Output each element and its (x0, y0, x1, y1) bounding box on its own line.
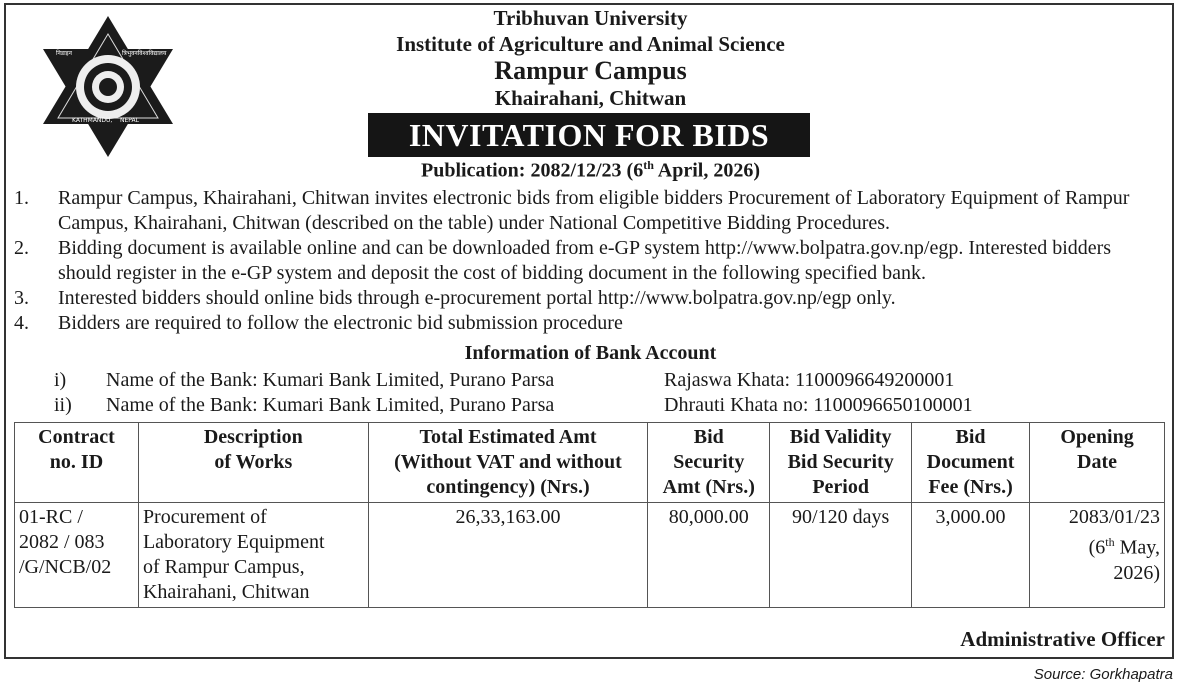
cell-document-fee: 3,000.00 (912, 503, 1030, 608)
cell-description: Procurement of Laboratory Equipment of Rampur Campus, Khairahani, Chitwan (138, 503, 368, 608)
publication-date: Publication: 2082/12/23 (6th April, 2026) (420, 158, 761, 182)
seal-text-bottom-right: NEPAL (120, 117, 139, 124)
header-bid-security: Bid Security Amt (Nrs.) (648, 423, 770, 503)
header-document-fee: Bid Document Fee (Nrs.) (912, 423, 1030, 503)
seal-text-top-left: निडाइन (56, 50, 72, 57)
table-header-row (15, 423, 1165, 503)
header-contract-id: Contract no. ID (15, 423, 139, 503)
header-bid-validity: Bid Validity Bid Security Period (770, 423, 912, 503)
signatory: Administrative Officer (960, 627, 1165, 651)
cell-opening-date: 2083/01/23 (6th May, 2026) (1030, 503, 1165, 608)
list-item: 3. Interested bidders should online bids through e-procurement portal http://www.bolpatra.gov.np/egp only. (14, 287, 896, 309)
university-name: Tribhuvan University (493, 6, 688, 30)
campus-name: Rampur Campus (494, 56, 687, 85)
header-opening-date: Opening Date (1030, 423, 1165, 503)
source-credit: Source: Gorkhapatra (1033, 666, 1173, 683)
bank-info-title: Information of Bank Account (464, 342, 717, 364)
header-description: Description of Works (138, 423, 368, 503)
institute-name: Institute of Agriculture and Animal Science (396, 32, 785, 56)
header-estimated-amount: Total Estimated Amt (Without VAT and without contingency) (Nrs.) (368, 423, 648, 503)
page-title: INVITATION FOR BIDS (368, 113, 810, 157)
seal-text-top-right: त्रिभुवनविश्वविद्यालय (122, 50, 167, 57)
cell-contract-id: 01-RC / 2082 / 083 /G/NCB/02 (15, 503, 139, 608)
cell-bid-security: 80,000.00 (648, 503, 770, 608)
instruction-list (14, 186, 1169, 336)
list-item: 1. Rampur Campus, Khairahani, Chitwan invites electronic bids from eligible bidders Procurement of Laboratory Equipment of Rampur Campus, Khairahani, Chitwan (described on the table) under National Competitive Bidding Procedures. (14, 187, 1130, 234)
cell-bid-validity: 90/120 days (770, 503, 912, 608)
list-item: 2. Bidding document is available online and can be downloaded from e-GP system http://www.bolpatra.gov.np/egp. Interested bidders should register in the e-GP system and deposit the cost of bidding document in the following specified bank. (14, 237, 1112, 284)
table-row (15, 503, 1165, 608)
bid-table (14, 422, 1165, 608)
cell-estimated-amount: 26,33,163.00 (368, 503, 648, 608)
seal-text-bottom-left: KATHMANDU, (72, 117, 113, 124)
list-item: 4. Bidders are required to follow the electronic bid submission procedure (14, 312, 623, 334)
campus-location: Khairahani, Chitwan (494, 86, 687, 110)
